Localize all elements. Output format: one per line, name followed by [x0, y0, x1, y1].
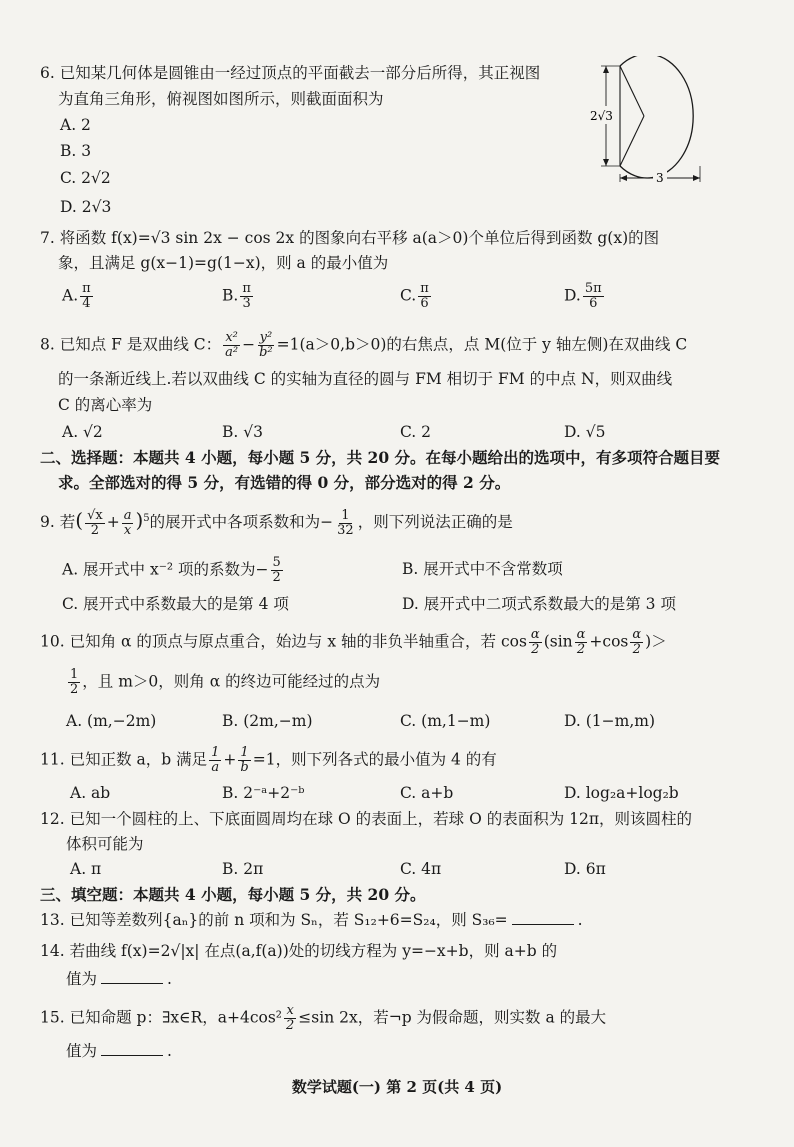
q15-answer-blank[interactable] [101, 1041, 163, 1056]
q6-option-b: B. 3 [60, 142, 92, 160]
q10-option-c: C. (m,1−m) [400, 712, 491, 730]
q6-line2: 为直角三角形，俯视图如图所示，则截面面积为 [58, 90, 384, 108]
q7-line1 [40, 227, 659, 249]
section3-header: 三、填空题：本题共 4 小题，每小题 5 分，共 20 分。 [40, 885, 426, 904]
q11-number: 11. [40, 750, 65, 769]
q6-width-label: 3 [656, 171, 664, 185]
q10-option-b: B. (2m,−m) [222, 712, 313, 730]
q12-line1 [40, 808, 692, 830]
q14-answer-blank[interactable] [101, 969, 163, 984]
section2-header-line2: 求。全部选对的得 5 分，有选错的得 0 分，部分选对的得 2 分。 [58, 473, 511, 492]
q12-option-c: C. 4π [400, 860, 442, 878]
q6-option-d: D. 2√3 [60, 198, 112, 216]
q8-line3: C 的离心率为 [58, 396, 153, 414]
q9-line1: 9. 若( $\frac{√x}{2}$ + $\frac{a}{x}$ )$^5$的展开式中各项系数和为− $\frac{1}{32}$ ，则下列说法正确的是 [40, 507, 513, 538]
q14-line1 [40, 940, 557, 962]
q11-option-d: D. log₂a+log₂b [564, 784, 679, 802]
q7-option-a: A. $\frac{\pi}{4}$ [62, 281, 91, 311]
q6-line1 [40, 62, 540, 84]
q8-option-b: B. √3 [222, 423, 263, 441]
q13-number: 13. [40, 911, 65, 929]
q10-line2: $\frac{1}{2}$ ，且 m＞0，则角 α 的终边可能经过的点为 [70, 667, 381, 697]
q7-option-c: C. $\frac{\pi}{6}$ [400, 281, 429, 311]
q8-line2: 的一条渐近线上.若以双曲线 C 的实轴为直径的圆与 FM 相切于 FM 的中点 N，则双曲线 [58, 370, 673, 388]
q10-line1: 10. 已知角 α 的顶点与原点重合，始边与 x 轴的非负半轴重合，若 cos $\frac{\alpha}{2}$ (sin $\frac{\alpha}{2}$ +cos $\frac{\alpha}{2}$ )＞ [40, 627, 667, 657]
q9-number: 9. [40, 513, 55, 532]
q7-line2: 象，且满足 g(x−1)=g(1−x)，则 a 的最小值为 [58, 254, 389, 272]
q9-option-c: C. 展开式中系数最大的是第 4 项 [62, 595, 289, 613]
q8-option-c: C. 2 [400, 423, 432, 441]
q9-option-a: A. 展开式中 x⁻² 项的系数为− $\frac{5}{2}$ [62, 555, 281, 585]
q8-line1: 8. 已知点 F 是双曲线 C： $\frac{\text{x²}}{\text{a²}}$ − $\frac{\text{y²}}{\text{b²}}$ =1(a＞0,b＞0)的右焦点，点 M(位于 y 轴左侧)在双曲线 C [40, 330, 688, 360]
q14-text1: 若曲线 f(x)=2√|x| 在点(a,f(a))处的切线方程为 y=−x+b，则 a+b 的 [69, 942, 558, 960]
q9-option-b: B. 展开式中不含常数项 [402, 560, 563, 578]
q8-option-a: A. √2 [62, 423, 103, 441]
q9-option-d: D. 展开式中二项式系数最大的是第 3 项 [402, 595, 676, 613]
q8-option-d: D. √5 [564, 423, 606, 441]
q7-number: 7. [40, 229, 55, 247]
q11-option-c: C. a+b [400, 784, 454, 802]
q11-option-a: A. ab [70, 784, 111, 802]
q14-line2: 值为 . [66, 970, 172, 988]
q7-option-b: B. $\frac{\pi}{3}$ [222, 281, 251, 311]
q14-number: 14. [40, 942, 65, 960]
q12-option-d: D. 6π [564, 860, 606, 878]
q6-option-c: C. 2√2 [60, 169, 111, 187]
q6-height-label: 2√3 [590, 109, 613, 123]
q6-edge-top [620, 66, 644, 116]
q6-top-view-figure [586, 56, 708, 186]
q12-line2: 体积可能为 [66, 835, 144, 853]
q11-line1: 11. 已知正数 a，b 满足 $\frac{1}{a}$ + $\frac{1}{b}$ =1，则下列各式的最小值为 4 的有 [40, 745, 497, 775]
page-footer: 数学试题(一) 第 2 页(共 4 页) [291, 1078, 503, 1096]
q12-number: 12. [40, 810, 65, 828]
q11-option-b: B. 2⁻ᵃ+2⁻ᵇ [222, 784, 305, 802]
q8-number: 8. [40, 335, 55, 354]
q7-text1: 将函数 f(x)=√3 sin 2x − cos 2x 的图象向右平移 a(a＞0)个单位后得到函数 g(x)的图 [59, 229, 660, 247]
q13-line: 13. 已知等差数列{aₙ}的前 n 项和为 Sₙ，若 S₁₂+6=S₂₄，则 S₃₆= . [40, 911, 583, 929]
q6-option-a: A. 2 [60, 116, 91, 134]
q15-number: 15. [40, 1008, 65, 1027]
q15-line2: 值为 . [66, 1042, 172, 1060]
q6-edge-bottom [620, 116, 644, 166]
section2-header-line1: 二、选择题：本题共 4 小题，每小题 5 分，共 20 分。在每小题给出的选项中，有多项符合题目要 [40, 448, 721, 467]
q10-option-a: A. (m,−2m) [66, 712, 157, 730]
q7-option-d: D. $\frac{5\pi}{6}$ [564, 281, 602, 311]
q10-option-d: D. (1−m,m) [564, 712, 655, 730]
q15-line1: 15. 已知命题 p：∃x∈R，a+4cos² $\frac{x}{2}$ ≤sin 2x，若¬p 为假命题，则实数 a 的最大 [40, 1003, 607, 1033]
q13-answer-blank[interactable] [512, 910, 574, 925]
q12-option-a: A. π [70, 860, 102, 878]
q12-option-b: B. 2π [222, 860, 264, 878]
q10-number: 10. [40, 632, 65, 651]
q6-circle-arc [620, 56, 693, 178]
q6-text1: 已知某几何体是圆锥由一经过顶点的平面截去一部分后所得，其正视图 [59, 64, 541, 82]
q12-text1: 已知一个圆柱的上、下底面圆周均在球 O 的表面上，若球 O 的表面积为 12π，则该圆柱的 [69, 810, 693, 828]
q6-number: 6. [40, 64, 55, 82]
